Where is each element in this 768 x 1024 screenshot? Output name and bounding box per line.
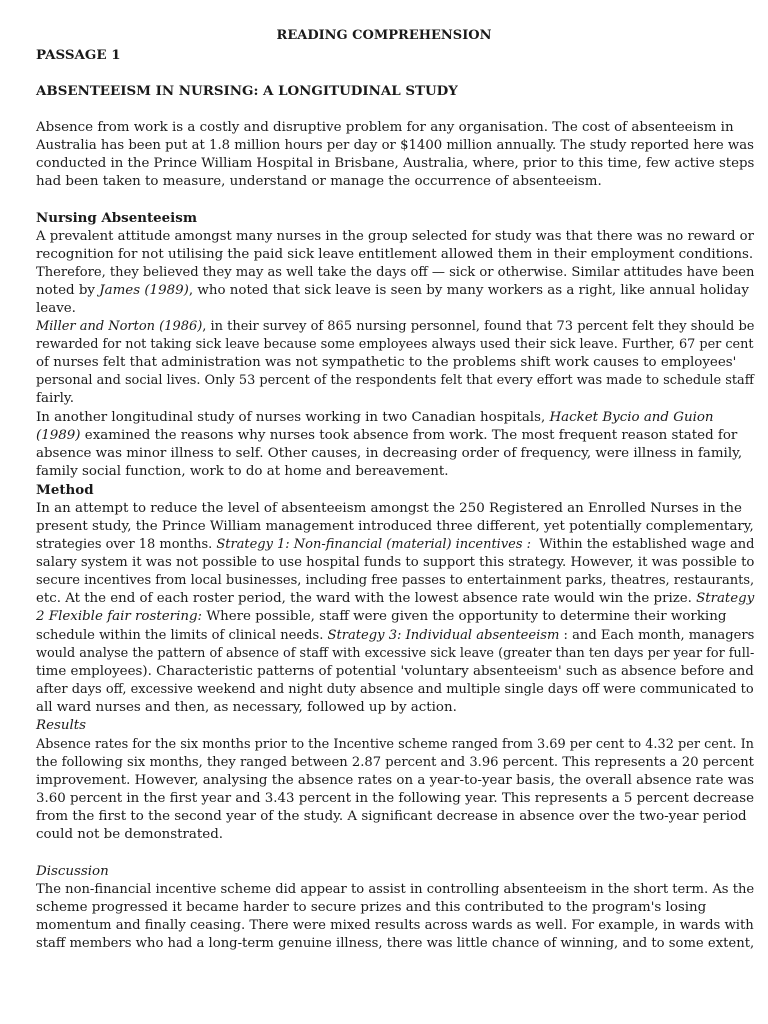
strategy-2-label: Strategy — [696, 591, 755, 606]
discussion-line: momentum and finally ceasing. There were mixed results across wards as well. For example, in wards with — [36, 918, 754, 933]
nursing-line: Therefore, they believed they may as well take the days off — sick or otherwise. Similar attitudes have been — [36, 265, 755, 280]
discussion-line: scheme progressed it became harder to secure prizes and this contributed to the program's losing — [36, 900, 707, 915]
strategy-2-label: 2 Flexible fair rostering: — [36, 609, 203, 624]
nursing-line: family social function, work to do at home and bereavement. — [36, 464, 449, 479]
method-line: secure incentives from local businesses, including free passes to entertainment parks, theatres, restaurants, — [36, 573, 755, 588]
nursing-line: recognition for not utilising the paid sick leave entitlement allowed them in their employment conditions. — [36, 247, 754, 262]
nursing-line: noted by James (1989), who noted that sick leave is seen by many workers as a right, like annual holiday — [36, 283, 749, 298]
nursing-line: of nurses felt that administration was not sympathetic to the problems shift work causes to employees' — [36, 355, 737, 370]
results-line: improvement. However, analysing the absence rates on a year-to-year basis, the overall absence rate was — [36, 773, 755, 788]
method-heading: Method — [36, 482, 94, 498]
results-line: the following six months, they ranged between 2.87 percent and 3.96 percent. This represents a 20 percent — [36, 755, 754, 770]
strategy-3-label: Strategy 3: Individual absenteeism — [327, 628, 560, 643]
method-line: after days off, excessive weekend and night duty absence and multiple single days off were communicated to — [36, 682, 754, 697]
citation-hacket: Hacket Bycio and Guion — [549, 410, 714, 425]
nursing-line: absence was minor illness to self. Other causes, in decreasing order of frequency, were illness in family, — [36, 446, 743, 461]
method-line: all ward nurses and then, as necessary, followed up by action. — [36, 700, 457, 715]
nursing-heading: Nursing Absenteeism — [36, 210, 197, 226]
results-line: from the first to the second year of the study. A significant decrease in absence over the two-year period — [36, 809, 747, 824]
nursing-line: rewarded for not taking sick leave because some employees always used their sick leave. Further, 67 per cent — [36, 337, 754, 352]
intro-line: conducted in the Prince William Hospital in Brisbane, Australia, where, prior to this time, few active steps — [36, 156, 755, 171]
nursing-line: (1989) examined the reasons why nurses took absence from work. The most frequent reason stated for — [36, 428, 738, 443]
nursing-line: In another longitudinal study of nurses working in two Canadian hospitals, Hacket Bycio and Guion — [36, 410, 714, 425]
results-heading: Results — [36, 718, 87, 733]
discussion-heading: Discussion — [36, 864, 109, 879]
intro-line: had been taken to measure, understand or manage the occurrence of absenteeism. — [36, 174, 602, 189]
method-line: 2 Flexible fair rostering: Where possible, staff were given the opportunity to determine their working — [36, 609, 727, 624]
strategy-1-label: Strategy 1: Non-financial (material) incentives : — [216, 537, 536, 552]
method-line: salary system it was not possible to use hospital funds to support this strategy. However, it was possible to — [36, 555, 755, 570]
method-line: etc. At the end of each roster period, the ward with the lowest absence rate would win the prize. Strategy — [36, 591, 755, 606]
method-line: time employees). Characteristic patterns of potential 'voluntary absenteeism' such as absence before and — [36, 664, 754, 679]
discussion-line: The non-financial incentive scheme did appear to assist in controlling absenteeism in the short term. As the — [36, 882, 755, 897]
method-line: present study, the Prince William management introduced three different, yet potentially complementary, — [36, 519, 754, 534]
results-line: Absence rates for the six months prior to the Incentive scheme ranged from 3.69 per cent to 4.32 per cent. In — [36, 737, 754, 752]
document-title: READING COMPREHENSION — [276, 28, 492, 43]
nursing-line: personal and social lives. Only 53 percent of the respondents felt that every effort was made to schedule staff — [36, 373, 754, 388]
results-line: could not be demonstrated. — [36, 827, 224, 842]
nursing-line: leave. — [36, 301, 76, 316]
results-line: 3.60 percent in the first year and 3.43 percent in the following year. This represents a 5 percent decrease — [36, 791, 754, 806]
intro-line: Australia has been put at 1.8 million hours per day or $1400 million annually. The study reported here was — [36, 138, 754, 153]
nursing-line: fairly. — [36, 391, 74, 406]
citation-james: James (1989) — [99, 283, 189, 298]
discussion-line: staff members who had a long-term genuine illness, there was little chance of winning, and to some extent, — [36, 936, 755, 951]
nursing-line: A prevalent attitude amongst many nurses in the group selected for study was that there was no reward or — [36, 229, 754, 244]
method-line: schedule within the limits of clinical needs. Strategy 3: Individual absenteeism : and Each month, managers — [36, 628, 755, 643]
passage-title: ABSENTEEISM IN NURSING: A LONGITUDINAL STUDY — [36, 83, 458, 99]
method-line: In an attempt to reduce the level of absenteeism amongst the 250 Registered an Enrolled Nurses in the — [36, 501, 742, 516]
citation-miller-norton: Miller and Norton (1986) — [36, 319, 203, 334]
nursing-line: Miller and Norton (1986), in their survey of 865 nursing personnel, found that 73 percent felt they should be — [36, 319, 755, 334]
method-line: strategies over 18 months. Strategy 1: Non-financial (material) incentives : Within the established wage and — [36, 537, 755, 552]
citation-year: (1989) — [36, 428, 85, 443]
method-line: would analyse the pattern of absence of staff with excessive sick leave (greater than ten days per year for full- — [36, 646, 755, 661]
intro-line: Absence from work is a costly and disruptive problem for any organisation. The cost of absenteeism in — [36, 120, 734, 135]
passage-label: PASSAGE 1 — [36, 47, 121, 63]
